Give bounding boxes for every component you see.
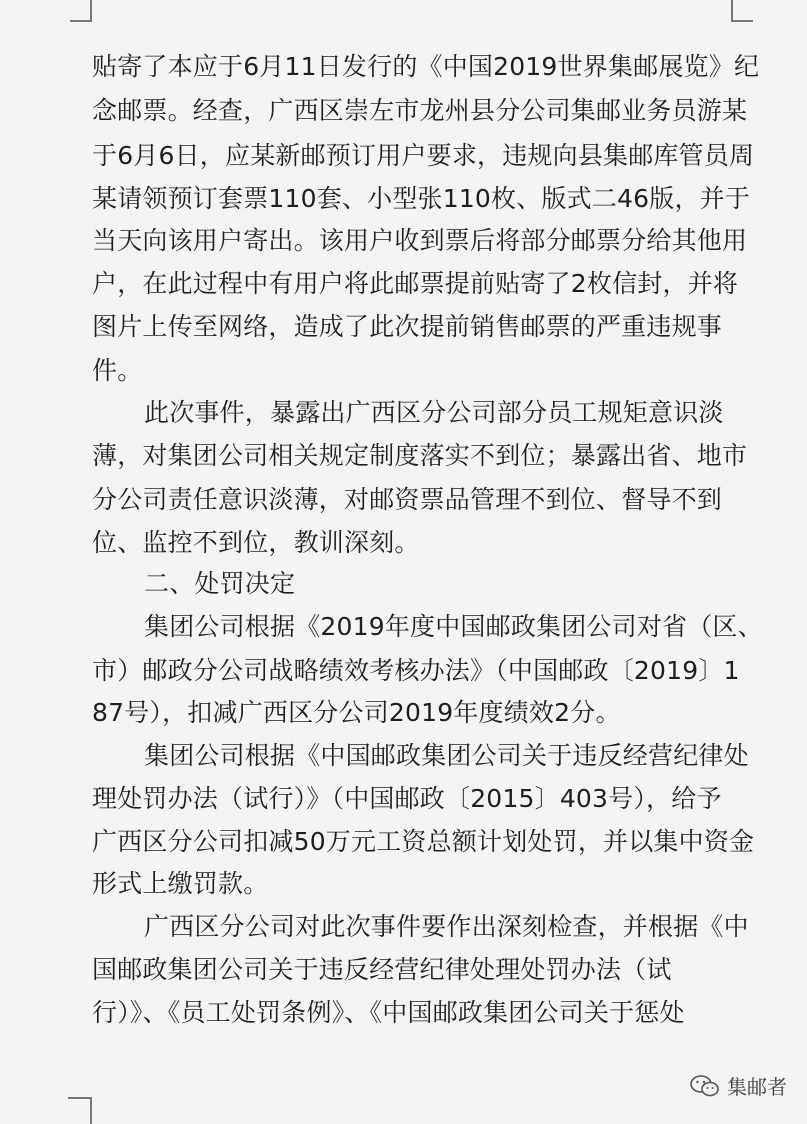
- paragraph-first-line: 广西区分公司对此次事件要作出深刻检查，并根据《中: [144, 912, 749, 941]
- body-line: 理处罚办法（试行）》（中国邮政〔2015〕403号），给予: [92, 784, 722, 813]
- wechat-icon: [689, 1074, 721, 1098]
- body-line: 图片上传至网络，造成了此次提前销售邮票的严重违规事: [92, 312, 723, 341]
- paragraph-first-line: 集团公司根据《中国邮政集团公司关于违反经营纪律处: [144, 741, 749, 770]
- crop-mark-top-right: [731, 0, 733, 22]
- body-line: 念邮票。经查，广西区崇左市龙州县分公司集邮业务员游某: [92, 96, 748, 125]
- section-heading: 二、处罚决定: [144, 569, 296, 598]
- body-line: 某请领预订套票110套、小型张110枚、版式二46版，并于: [92, 184, 751, 213]
- body-line: 行）》、《员工处罚条例》、《中国邮政集团公司关于惩处: [92, 998, 685, 1027]
- body-line: 市）邮政分公司战略绩效考核办法》（中国邮政〔2019〕1: [92, 656, 740, 685]
- crop-mark-top-left: [70, 20, 92, 22]
- watermark-label: 集邮者: [727, 1075, 787, 1099]
- body-line: 薄，对集团公司相关规定制度落实不到位；暴露出省、地市: [92, 441, 748, 470]
- body-line: 广西区分公司扣减50万元工资总额计划处罚，并以集中资金: [92, 827, 755, 856]
- paragraph-first-line: 此次事件，暴露出广西区分公司部分员工规矩意识淡: [144, 398, 724, 427]
- crop-mark-top-left: [90, 0, 92, 22]
- paragraph-first-line: 集团公司根据《2019年度中国邮政集团公司对省（区、: [144, 612, 763, 641]
- crop-mark-top-right: [731, 20, 753, 22]
- body-line: 当天向该用户寄出。该用户收到票后将部分邮票分给其他用: [92, 226, 748, 255]
- body-line: 贴寄了本应于6月11日发行的《中国2019世界集邮展览》纪: [92, 52, 760, 81]
- crop-mark-bottom-left: [90, 1097, 92, 1124]
- body-line: 形式上缴罚款。: [92, 869, 269, 898]
- crop-mark-bottom-left: [68, 1097, 92, 1099]
- body-line: 位、监控不到位，教训深刻。: [92, 528, 420, 557]
- body-line: 87号），扣减广西区分公司2019年度绩效2分。: [92, 698, 621, 727]
- body-line: 件。: [92, 356, 143, 385]
- body-line: 分公司责任意识淡薄，对邮资票品管理不到位、督导不到: [92, 485, 723, 514]
- body-line: 于6月6日，应某新邮预订用户要求，违规向县集邮库管员周: [92, 141, 755, 170]
- body-line: 国邮政集团公司关于违反经营纪律处理处罚办法（试: [92, 955, 672, 984]
- body-line: 户，在此过程中有用户将此邮票提前贴寄了2枚信封，并将: [92, 269, 739, 298]
- watermark: [689, 1071, 787, 1100]
